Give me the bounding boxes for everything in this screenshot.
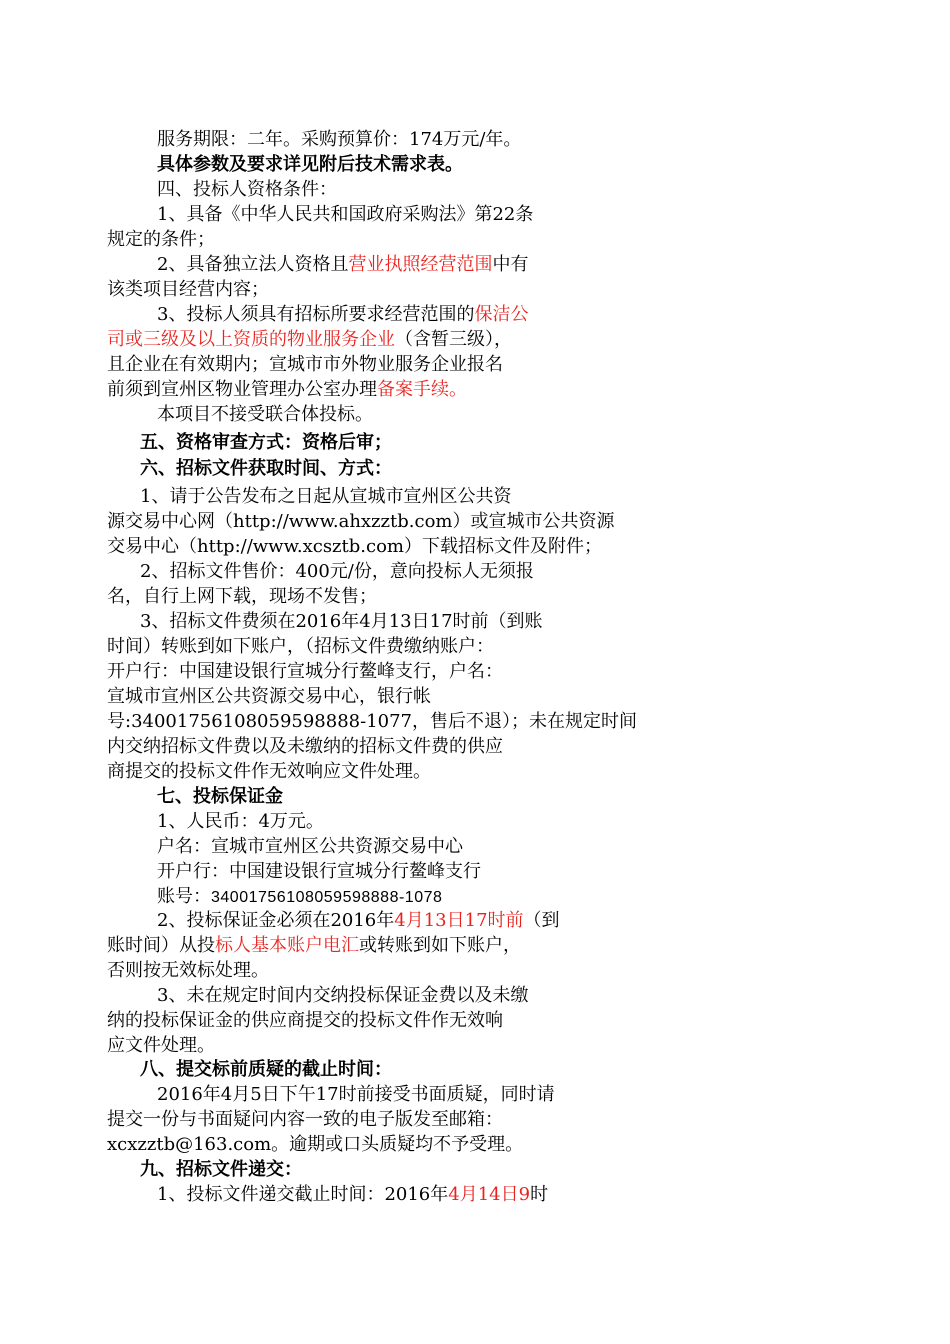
text-line (157, 834, 830, 859)
text-line (157, 302, 830, 327)
text-segment: 3、投标人须具有招标所要求经营范围的 (157, 304, 475, 325)
text-segment: 宣城市宣州区公共资源交易中心，银行帐 (107, 686, 431, 707)
text-segment: （含暂三级）， (395, 329, 512, 350)
text-line (107, 734, 830, 759)
text-segment: 规定的条件； (107, 229, 215, 250)
text-segment: 源交易中心网（http://www.ahxzztb.com）或宣城市公共资源 (107, 511, 615, 532)
text-line (140, 559, 830, 584)
text-line (107, 352, 830, 377)
text-line (107, 327, 830, 352)
text-line (157, 152, 830, 177)
text-segment: 时 (530, 1184, 549, 1205)
text-segment: 五、资格审查方式：资格后审； (140, 432, 392, 453)
text-segment: 交易中心（http://www.xcsztb.com）下载招标文件及附件； (107, 536, 602, 557)
text-segment: 2016年4月5日下午17时前接受书面质疑，同时请 (157, 1084, 555, 1105)
text-segment: 2、投标保证金必须在2016年 (157, 910, 395, 931)
text-line (107, 759, 830, 784)
text-line (157, 1182, 830, 1207)
highlighted-text: 营业执照经营范围 (348, 254, 493, 275)
text-segment: 1、请于公告发布之日起从宣城市宣州区公共资 (140, 486, 512, 507)
text-line (140, 1157, 830, 1182)
highlighted-text: 司或三级及以上资质的物业服务企业 (107, 329, 395, 350)
text-line (107, 634, 830, 659)
text-line (107, 958, 830, 983)
text-segment: 六、招标文件获取时间、方式： (140, 458, 392, 479)
text-segment: 1、人民币：4万元。 (157, 811, 324, 832)
text-segment: 八、提交标前质疑的截止时间： (140, 1059, 392, 1080)
text-segment: 2、招标文件售价：400元/份，意向投标人无须报 (140, 561, 534, 582)
text-line (140, 609, 830, 634)
text-segment: 且企业在有效期内；宣城市市外物业服务企业报名 (107, 354, 503, 375)
text-line (107, 684, 830, 709)
text-line (157, 177, 830, 202)
text-line (107, 933, 830, 958)
text-segment: 七、投标保证金 (157, 786, 283, 807)
text-segment: 本项目不接受联合体投标。 (157, 404, 373, 425)
text-segment: xcxzztb@163.com。逾期或口头质疑均不予受理。 (107, 1134, 524, 1155)
text-line (157, 983, 830, 1008)
text-segment: 时间）转账到如下账户，（招标文件费缴纳账户： (107, 636, 494, 657)
text-segment: 1、投标文件递交截止时间：2016年 (157, 1184, 449, 1205)
text-segment: 四、投标人资格条件： (157, 179, 337, 200)
text-line (157, 127, 830, 152)
text-line (157, 859, 830, 884)
text-segment: 具体参数及要求详见附后技术需求表。 (157, 154, 463, 175)
text-line (157, 202, 830, 227)
text-line (157, 252, 830, 277)
text-line (107, 659, 830, 684)
text-segment: 提交一份与书面疑问内容一致的电子版发至邮箱： (107, 1109, 503, 1130)
text-line (107, 1132, 830, 1157)
text-line (107, 584, 830, 609)
text-line (140, 484, 830, 509)
text-segment: 3、未在规定时间内交纳投标保证金费以及未缴 (157, 985, 529, 1006)
text-line (157, 402, 830, 427)
highlighted-text: 保洁公 (474, 304, 529, 325)
highlighted-text: 标人基本账户电汇 (215, 935, 359, 956)
text-segment: 应文件处理。 (107, 1035, 215, 1056)
text-segment: 否则按无效标处理。 (107, 960, 269, 981)
text-line (157, 908, 830, 933)
text-segment: 或转账到如下账户， (359, 935, 521, 956)
text-segment: 服务期限：二年。采购预算价：174万元/年。 (157, 129, 522, 150)
text-line (107, 1033, 830, 1058)
text-line (107, 1008, 830, 1033)
text-segment: 账时间）从投 (107, 935, 215, 956)
text-line (107, 227, 830, 252)
highlighted-text: 4月13日17时前 (394, 910, 524, 931)
text-line (107, 509, 830, 534)
text-segment: 该类项目经营内容； (107, 279, 269, 300)
text-segment: 1、具备《中华人民共和国政府采购法》第22条 (157, 204, 534, 225)
text-segment: 账号： (157, 886, 211, 907)
text-line (107, 534, 830, 559)
text-segment: 开户行：中国建设银行宣城分行鳌峰支行 (157, 861, 481, 882)
text-segment: 3、招标文件费须在2016年4月13日17时前（到账 (140, 611, 543, 632)
text-segment: 中有 (492, 254, 529, 275)
text-line (107, 1107, 830, 1132)
text-segment: 商提交的投标文件作无效响应文件处理。 (107, 761, 431, 782)
text-segment: 纳的投标保证金的供应商提交的投标文件作无效响 (107, 1010, 503, 1031)
highlighted-text: 4月14日9 (448, 1184, 531, 1205)
text-segment: 开户行：中国建设银行宣城分行鳌峰支行，户名： (107, 661, 503, 682)
text-segment: 号:34001756108059598888-1077，售后不退）；未在规定时间 (107, 711, 637, 732)
text-line (157, 884, 830, 909)
text-segment: 名，自行上网下载，现场不发售； (107, 586, 377, 607)
text-line (107, 709, 830, 734)
text-segment: 34001756108059598888-1078 (211, 889, 443, 906)
text-line (107, 377, 830, 402)
text-line (157, 784, 830, 809)
text-line (107, 277, 830, 302)
text-segment: 内交纳招标文件费以及未缴纳的招标文件费的供应 (107, 736, 503, 757)
text-segment: 户名：宣城市宣州区公共资源交易中心 (157, 836, 463, 857)
text-segment: 九、招标文件递交： (140, 1159, 302, 1180)
text-segment: （到 (523, 910, 560, 931)
text-line (157, 1082, 830, 1107)
text-segment: 2、具备独立法人资格且 (157, 254, 349, 275)
text-line (140, 430, 830, 455)
text-segment: 前须到宣州区物业管理办公室办理 (107, 379, 377, 400)
text-line (157, 809, 830, 834)
highlighted-text: 备案手续。 (377, 379, 467, 400)
text-line (140, 1057, 830, 1082)
text-line (140, 456, 830, 481)
